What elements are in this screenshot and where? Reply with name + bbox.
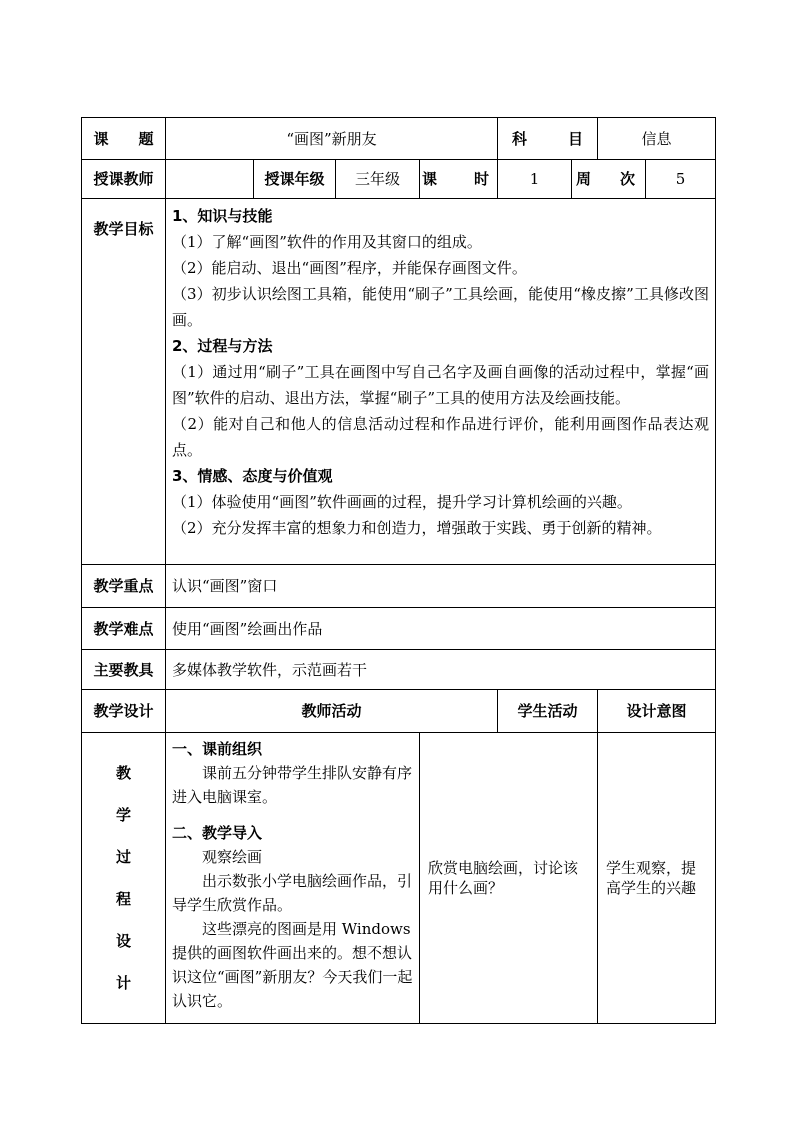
design-col2-header: 教师活动 bbox=[301, 702, 362, 720]
subject-label bbox=[498, 129, 597, 149]
design-col3-header: 学生活动 bbox=[517, 702, 578, 720]
teacher-activity bbox=[166, 733, 420, 1024]
objectives-section-2-title: 2、过程与方法 bbox=[172, 337, 273, 355]
grade-value: 三年级 bbox=[336, 160, 420, 199]
grade-label-cell bbox=[254, 160, 336, 199]
tools-value: 多媒体教学软件，示范画若干 bbox=[166, 650, 716, 690]
process-label-char-2: 学 bbox=[115, 806, 131, 824]
key-point-value: 认识“画图”窗口 bbox=[166, 565, 716, 608]
week-label bbox=[572, 169, 645, 189]
teacher-label-cell bbox=[82, 160, 166, 199]
teacher-step-2-para-2: 这些漂亮的图画是用 Windows 提供的画图软件画出来的。想不想认识这位“画图”新朋友？今天我们一起认识它。 bbox=[172, 920, 413, 1010]
week-label-cell bbox=[572, 160, 646, 199]
design-col4-header: 设计意图 bbox=[626, 702, 687, 720]
design-col3-cell bbox=[498, 690, 598, 733]
teacher-step-2-title: 二、教学导入 bbox=[172, 824, 263, 842]
process-vertical-label bbox=[82, 733, 166, 1024]
objectives-s1-item-1: （1）了解“画图”软件的作用及其窗口的组成。 bbox=[172, 233, 482, 251]
objectives-s3-item-1: （1）体验使用“画图”软件画画的过程，提升学习计算机绘画的兴趣。 bbox=[172, 493, 632, 511]
process-label-char-6: 计 bbox=[115, 974, 131, 992]
design-col1-header: 教学设计 bbox=[93, 702, 154, 720]
period-label bbox=[420, 169, 497, 189]
difficulty-label-cell bbox=[82, 608, 166, 650]
process-label-char-1: 教 bbox=[115, 764, 131, 782]
period-value: 1 bbox=[498, 160, 572, 199]
teacher-label: 授课教师 bbox=[93, 170, 154, 188]
week-value: 5 bbox=[646, 160, 716, 199]
objectives-s2-item-1: （1）通过用“刷子”工具在画图中写自己名字及画自画像的活动过程中，掌握“画图”软件的启动、退出方法，掌握“刷子”工具的使用方法及绘画技能。 bbox=[172, 363, 710, 407]
subject-value: 信息 bbox=[598, 118, 716, 160]
lesson-plan-table bbox=[81, 117, 716, 1024]
difficulty-value: 使用“画图”绘画出作品 bbox=[166, 608, 716, 650]
objectives-s1-item-3: （3）初步认识绘图工具箱，能使用“刷子”工具绘画，能使用“橡皮擦”工具修改图画。 bbox=[172, 285, 710, 329]
subject-label-cell bbox=[498, 118, 598, 160]
key-point-label-cell bbox=[82, 565, 166, 608]
objectives-section-3-title: 3、情感、态度与价值观 bbox=[172, 467, 333, 485]
objectives-section-1-title: 1、知识与技能 bbox=[172, 207, 273, 225]
student-activity: 欣赏电脑绘画，讨论该用什么画？ bbox=[420, 733, 598, 1024]
week-label-b: 次 bbox=[620, 170, 636, 188]
period-label-a: 课 bbox=[422, 170, 438, 188]
process-label-char-4: 程 bbox=[115, 890, 131, 908]
objectives-label-cell bbox=[82, 199, 166, 565]
grade-label: 授课年级 bbox=[264, 170, 325, 188]
subject-label-a: 科 bbox=[512, 129, 528, 148]
period-label-cell bbox=[420, 160, 498, 199]
teacher-step-1-title: 一、课前组织 bbox=[172, 740, 263, 758]
objectives-content bbox=[166, 199, 716, 565]
teacher-step-2-para-1: 出示数张小学电脑绘画作品，引导学生欣赏作品。 bbox=[172, 872, 413, 914]
topic-label-cell bbox=[82, 118, 166, 160]
process-label-char-3: 过 bbox=[115, 848, 131, 866]
objectives-s2-item-2: （2）能对自己和他人的信息活动过程和作品进行评价，能利用画图作品表达观点。 bbox=[172, 415, 710, 459]
week-label-a: 周 bbox=[576, 170, 592, 188]
teacher-step-1-text: 课前五分钟带学生排队安静有序进入电脑课室。 bbox=[172, 764, 413, 806]
design-col4-cell bbox=[598, 690, 716, 733]
objectives-label: 教学目标 bbox=[93, 220, 154, 238]
objectives-s1-item-2: （2）能启动、退出“画图”程序，并能保存画图文件。 bbox=[172, 259, 527, 277]
difficulty-label: 教学难点 bbox=[93, 619, 154, 638]
teacher-value bbox=[166, 160, 254, 199]
tools-label: 主要教具 bbox=[93, 660, 154, 679]
design-col2-cell bbox=[166, 690, 498, 733]
objectives-s3-item-2: （2）充分发挥丰富的想象力和创造力，增强敢于实践、勇于创新的精神。 bbox=[172, 519, 662, 537]
design-col1-cell bbox=[82, 690, 166, 733]
topic-value: “画图”新朋友 bbox=[166, 118, 498, 160]
subject-label-b: 目 bbox=[568, 129, 584, 148]
process-label-char-5: 设 bbox=[115, 932, 131, 950]
spacer bbox=[172, 809, 413, 821]
period-label-b: 时 bbox=[474, 170, 490, 188]
teacher-step-2-subtitle: 观察绘画 bbox=[202, 848, 263, 866]
design-intent: 学生观察，提高学生的兴趣 bbox=[598, 733, 716, 1024]
topic-label: 课 题 bbox=[93, 129, 154, 148]
key-point-label: 教学重点 bbox=[93, 577, 154, 595]
tools-label-cell bbox=[82, 650, 166, 690]
